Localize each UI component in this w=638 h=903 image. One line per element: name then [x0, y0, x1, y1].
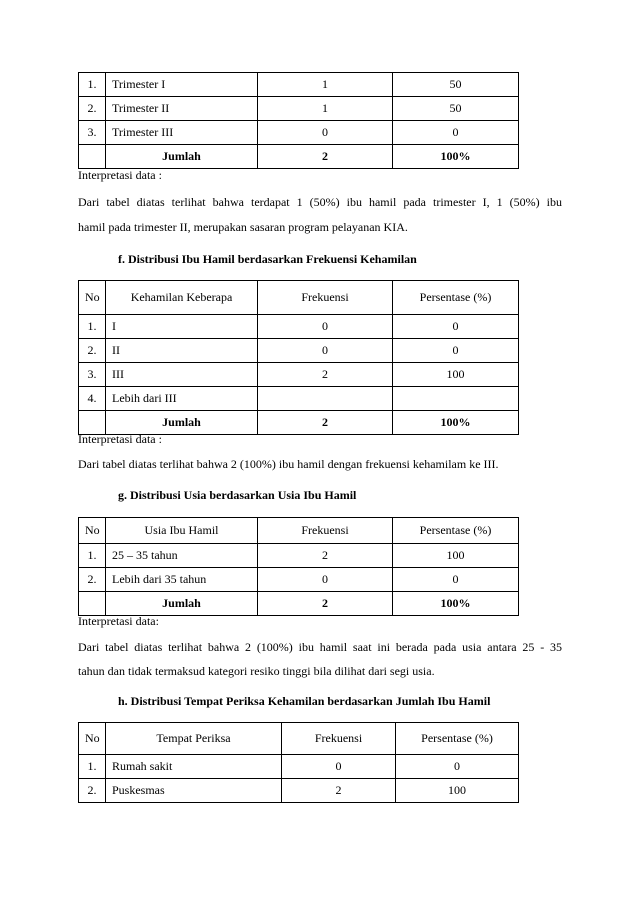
table-row — [79, 339, 519, 363]
row-freq: 0 — [258, 315, 393, 339]
row-pct: 50 — [393, 73, 519, 97]
table-row — [79, 121, 519, 145]
row-no: 4. — [79, 387, 106, 411]
row-label: Trimester III — [106, 121, 258, 145]
header-label: Tempat Periksa — [106, 723, 282, 755]
row-label: 25 – 35 tahun — [106, 544, 258, 568]
row-no: 2. — [79, 97, 106, 121]
table-row — [79, 387, 519, 411]
header-label: Kehamilan Keberapa — [106, 281, 258, 315]
row-label: III — [106, 363, 258, 387]
row-freq: 0 — [258, 568, 393, 592]
row-no: 2. — [79, 568, 106, 592]
table-row — [79, 779, 519, 803]
row-no: 1. — [79, 315, 106, 339]
total-pct: 100% — [393, 592, 519, 616]
row-label: Trimester II — [106, 97, 258, 121]
row-pct: 0 — [393, 315, 519, 339]
interpretation-text: Dari tabel diatas terlihat bahwa 2 (100%) ibu hamil dengan frekuensi kehamilam ke III. — [78, 457, 499, 471]
row-freq: 0 — [258, 121, 393, 145]
header-no: No — [79, 723, 106, 755]
section-heading: f. Distribusi Ibu Hamil berdasarkan Frekuensi Kehamilan — [118, 252, 417, 266]
row-freq: 0 — [258, 339, 393, 363]
row-label: Lebih dari 35 tahun — [106, 568, 258, 592]
row-pct: 0 — [393, 339, 519, 363]
total-freq: 2 — [258, 411, 393, 435]
row-pct: 100 — [393, 544, 519, 568]
header-freq: Frekuensi — [258, 518, 393, 544]
row-label: Rumah sakit — [106, 755, 282, 779]
header-pct: Persentase (%) — [393, 281, 519, 315]
total-label: Jumlah — [106, 592, 258, 616]
row-label: Lebih dari III — [106, 387, 258, 411]
table-row — [79, 544, 519, 568]
row-label: II — [106, 339, 258, 363]
interpretation-heading: Interpretasi data : — [78, 432, 162, 446]
header-no: No — [79, 518, 106, 544]
table-row — [79, 363, 519, 387]
row-pct: 0 — [393, 121, 519, 145]
row-no: 2. — [79, 339, 106, 363]
row-pct: 100 — [396, 779, 519, 803]
total-row — [79, 145, 519, 169]
tempat-periksa-table — [78, 722, 519, 803]
header-freq: Frekuensi — [258, 281, 393, 315]
total-pct: 100% — [393, 411, 519, 435]
total-freq: 2 — [258, 145, 393, 169]
interpretation-heading: Interpretasi data : — [78, 168, 162, 182]
table-row — [79, 755, 519, 779]
row-no: 2. — [79, 779, 106, 803]
row-pct — [393, 387, 519, 411]
row-no: 1. — [79, 73, 106, 97]
section-heading: g. Distribusi Usia berdasarkan Usia Ibu Hamil — [118, 488, 357, 502]
row-label: Puskesmas — [106, 779, 282, 803]
total-label: Jumlah — [106, 145, 258, 169]
row-freq: 2 — [282, 779, 396, 803]
total-row — [79, 411, 519, 435]
interpretation-text: tahun dan tidak termaksud kategori resiko tinggi bila dilihat dari segi usia. — [78, 664, 435, 678]
row-freq: 2 — [258, 544, 393, 568]
header-label: Usia Ibu Hamil — [106, 518, 258, 544]
row-freq: 0 — [282, 755, 396, 779]
table-row — [79, 73, 519, 97]
row-freq: 2 — [258, 363, 393, 387]
row-no: 3. — [79, 121, 106, 145]
interpretation-text: Dari tabel diatas terlihat bahwa terdapat 1 (50%) ibu hamil pada trimester I, 1 (50%) ibu — [78, 195, 562, 209]
total-pct: 100% — [393, 145, 519, 169]
usia-table — [78, 517, 519, 616]
total-freq: 2 — [258, 592, 393, 616]
row-freq: 1 — [258, 73, 393, 97]
total-row — [79, 592, 519, 616]
row-pct: 50 — [393, 97, 519, 121]
table-header — [79, 723, 519, 755]
header-pct: Persentase (%) — [396, 723, 519, 755]
table-row — [79, 568, 519, 592]
interpretation-heading: Interpretasi data: — [78, 614, 159, 628]
row-label: Trimester I — [106, 73, 258, 97]
section-heading: h. Distribusi Tempat Periksa Kehamilan berdasarkan Jumlah Ibu Hamil — [118, 694, 491, 708]
row-no: 1. — [79, 755, 106, 779]
row-pct: 100 — [393, 363, 519, 387]
row-no: 1. — [79, 544, 106, 568]
header-no: No — [79, 281, 106, 315]
row-pct: 0 — [396, 755, 519, 779]
table-row — [79, 97, 519, 121]
header-pct: Persentase (%) — [393, 518, 519, 544]
table-header — [79, 281, 519, 315]
row-no: 3. — [79, 363, 106, 387]
row-freq — [258, 387, 393, 411]
trimester-table — [78, 72, 519, 169]
table-row — [79, 315, 519, 339]
table-header — [79, 518, 519, 544]
row-pct: 0 — [393, 568, 519, 592]
interpretation-text: hamil pada trimester II, merupakan sasaran program pelayanan KIA. — [78, 220, 408, 234]
total-label: Jumlah — [106, 411, 258, 435]
row-label: I — [106, 315, 258, 339]
frekuensi-kehamilan-table — [78, 280, 519, 435]
row-freq: 1 — [258, 97, 393, 121]
interpretation-text: Dari tabel diatas terlihat bahwa 2 (100%) ibu hamil saat ini berada pada usia antara 25 - 35 — [78, 640, 562, 654]
header-freq: Frekuensi — [282, 723, 396, 755]
